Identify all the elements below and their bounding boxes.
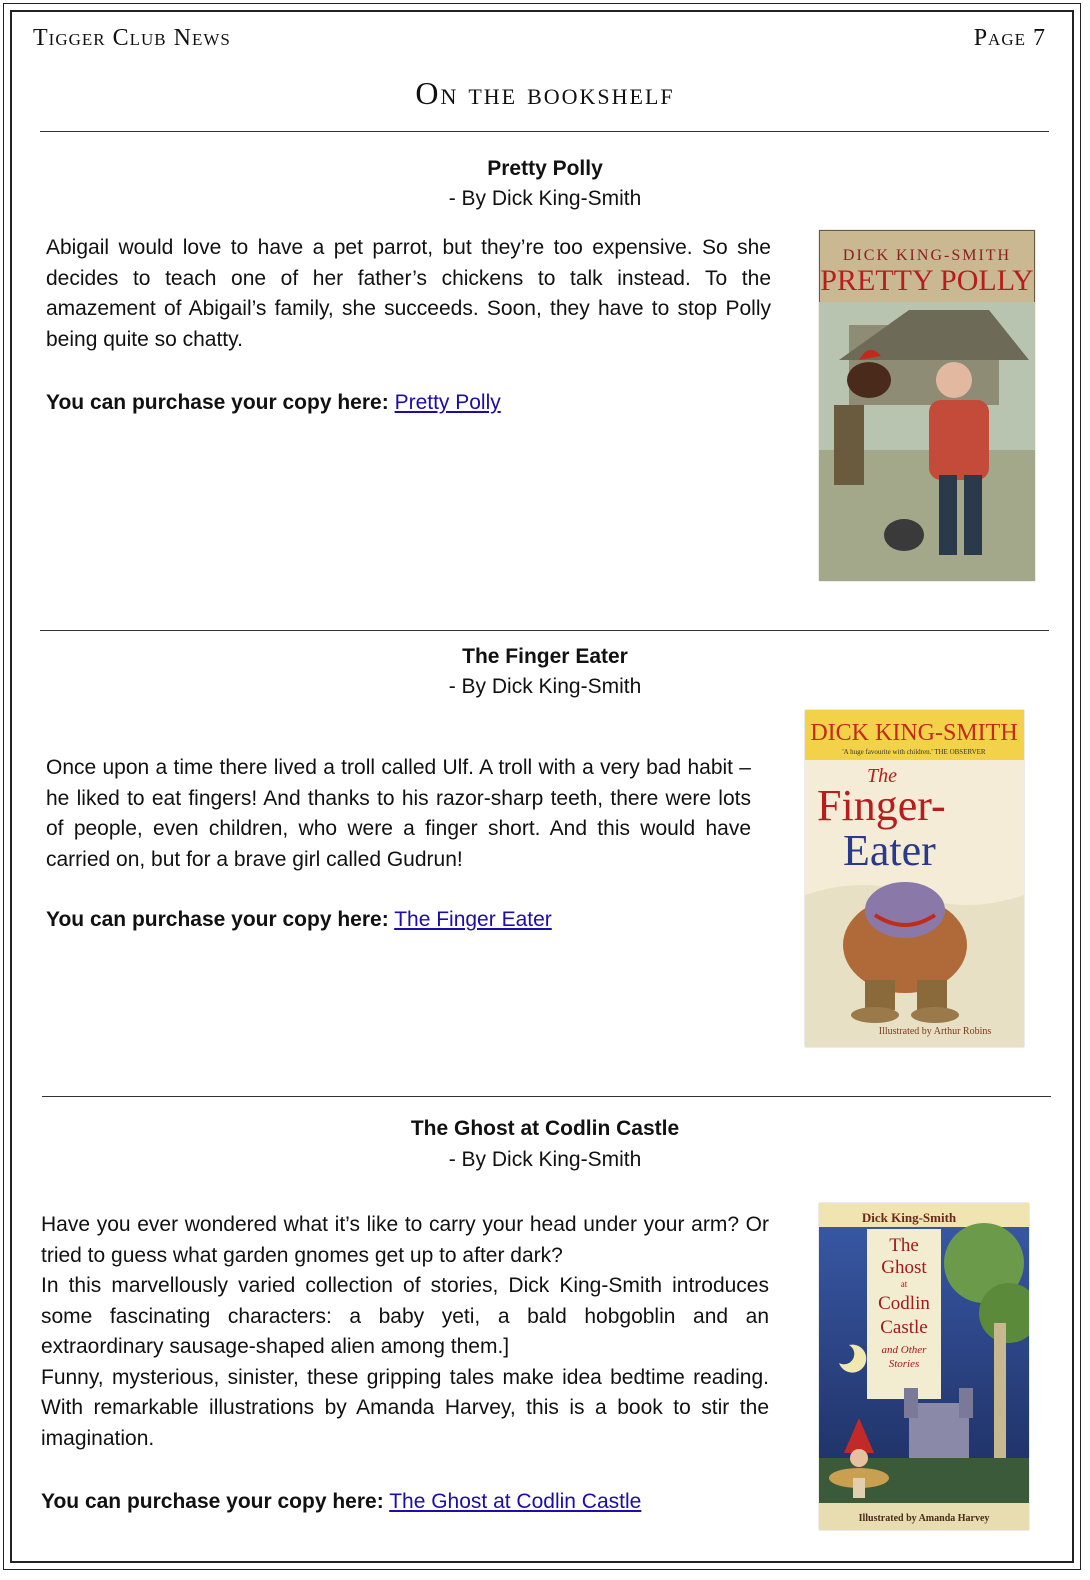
- purchase-line: [46, 908, 552, 932]
- divider: [42, 1096, 1051, 1097]
- purchase-label: You can purchase your copy here:: [41, 1490, 384, 1513]
- description-paragraph: In this marvellously varied collection of stories, Dick King-Smith introduces some fascinating characters: a baby yeti, a bald hobgoblin and an extraordinary sausage-shaped alien among them.]: [41, 1274, 769, 1358]
- book-author: - By Dick King-Smith: [448, 187, 642, 210]
- purchase-line: [46, 391, 501, 415]
- cover-title-line: and Other: [881, 1344, 927, 1356]
- cover-title-the: The: [867, 765, 897, 787]
- cover-title-line: Codlin: [878, 1293, 930, 1314]
- book-title: The Ghost at Codlin Castle: [410, 1117, 680, 1140]
- purchase-link[interactable]: Pretty Polly: [394, 391, 501, 414]
- purchase-label: You can purchase your copy here:: [46, 391, 389, 414]
- purchase-label: You can purchase your copy here:: [46, 908, 389, 931]
- cover-illustrator: Illustrated by Arthur Robins: [878, 1026, 992, 1037]
- cover-title: PRETTY POLLY: [820, 264, 1034, 297]
- description-paragraph: Abigail would love to have a pet parrot, but they’re too expensive. So she decides to teach one of her father’s chickens to talk instead. To the amazement of Abigail’s family, she succeeds. Soon, they have to stop Polly being quite so chatty.: [46, 236, 771, 351]
- book-title: The Finger Eater: [462, 645, 628, 668]
- newsletter-name: Tigger Club News: [33, 25, 231, 51]
- description-paragraph: Have you ever wondered what it’s like to carry your head under your arm? Or tried to guess what garden gnomes get up to after dark?: [41, 1213, 769, 1267]
- cover-title-line: The: [889, 1235, 919, 1256]
- cover-title-line2: Eater: [843, 826, 936, 875]
- cover-title-line: Ghost: [881, 1257, 927, 1278]
- purchase-link[interactable]: The Finger Eater: [394, 908, 552, 931]
- cover-title-line: at: [900, 1279, 908, 1289]
- page-number: Page 7: [973, 25, 1046, 51]
- cover-title-line: Stories: [888, 1358, 920, 1370]
- divider: [40, 131, 1049, 132]
- book-title: Pretty Polly: [487, 157, 603, 180]
- divider: [40, 630, 1049, 631]
- cover-author: Dick King-Smith: [861, 1210, 957, 1225]
- cover-author: DICK KING-SMITH: [810, 720, 1018, 746]
- book-description: [46, 753, 751, 875]
- cover-title-line1: Finger-: [817, 781, 946, 830]
- description-paragraph: Once upon a time there lived a troll called Ulf. A troll with a very bad habit – he liked to eat fingers! And thanks to his razor-sharp teeth, there were lots of people, even children, who were a finger short. And this would have carried on, but for a brave girl called Gudrun!: [46, 756, 751, 871]
- book-author: - By Dick King-Smith: [448, 675, 642, 698]
- book-cover-finger-eater: [805, 710, 1024, 1047]
- cover-illustrator: Illustrated by Amanda Harvey: [858, 1513, 990, 1524]
- section-title: On the bookshelf: [415, 75, 675, 111]
- book-author: - By Dick King-Smith: [448, 1148, 642, 1171]
- book-description: [46, 233, 771, 355]
- book-cover-pretty-polly: [819, 230, 1035, 581]
- cover-title-line: Castle: [880, 1317, 928, 1338]
- book-description: [41, 1210, 769, 1454]
- purchase-link[interactable]: The Ghost at Codlin Castle: [389, 1490, 642, 1513]
- cover-tagline: 'A huge favourite with children.' THE OBSERVER: [842, 748, 986, 756]
- book-cover-ghost-codlin-castle: [819, 1203, 1029, 1530]
- cover-author: DICK KING-SMITH: [842, 247, 1012, 264]
- description-paragraph: Funny, mysterious, sinister, these gripping tales make idea bedtime reading. With remarkable illustrations by Amanda Harvey, this is a book to stir the imagination.: [41, 1365, 769, 1450]
- purchase-line: [41, 1490, 641, 1514]
